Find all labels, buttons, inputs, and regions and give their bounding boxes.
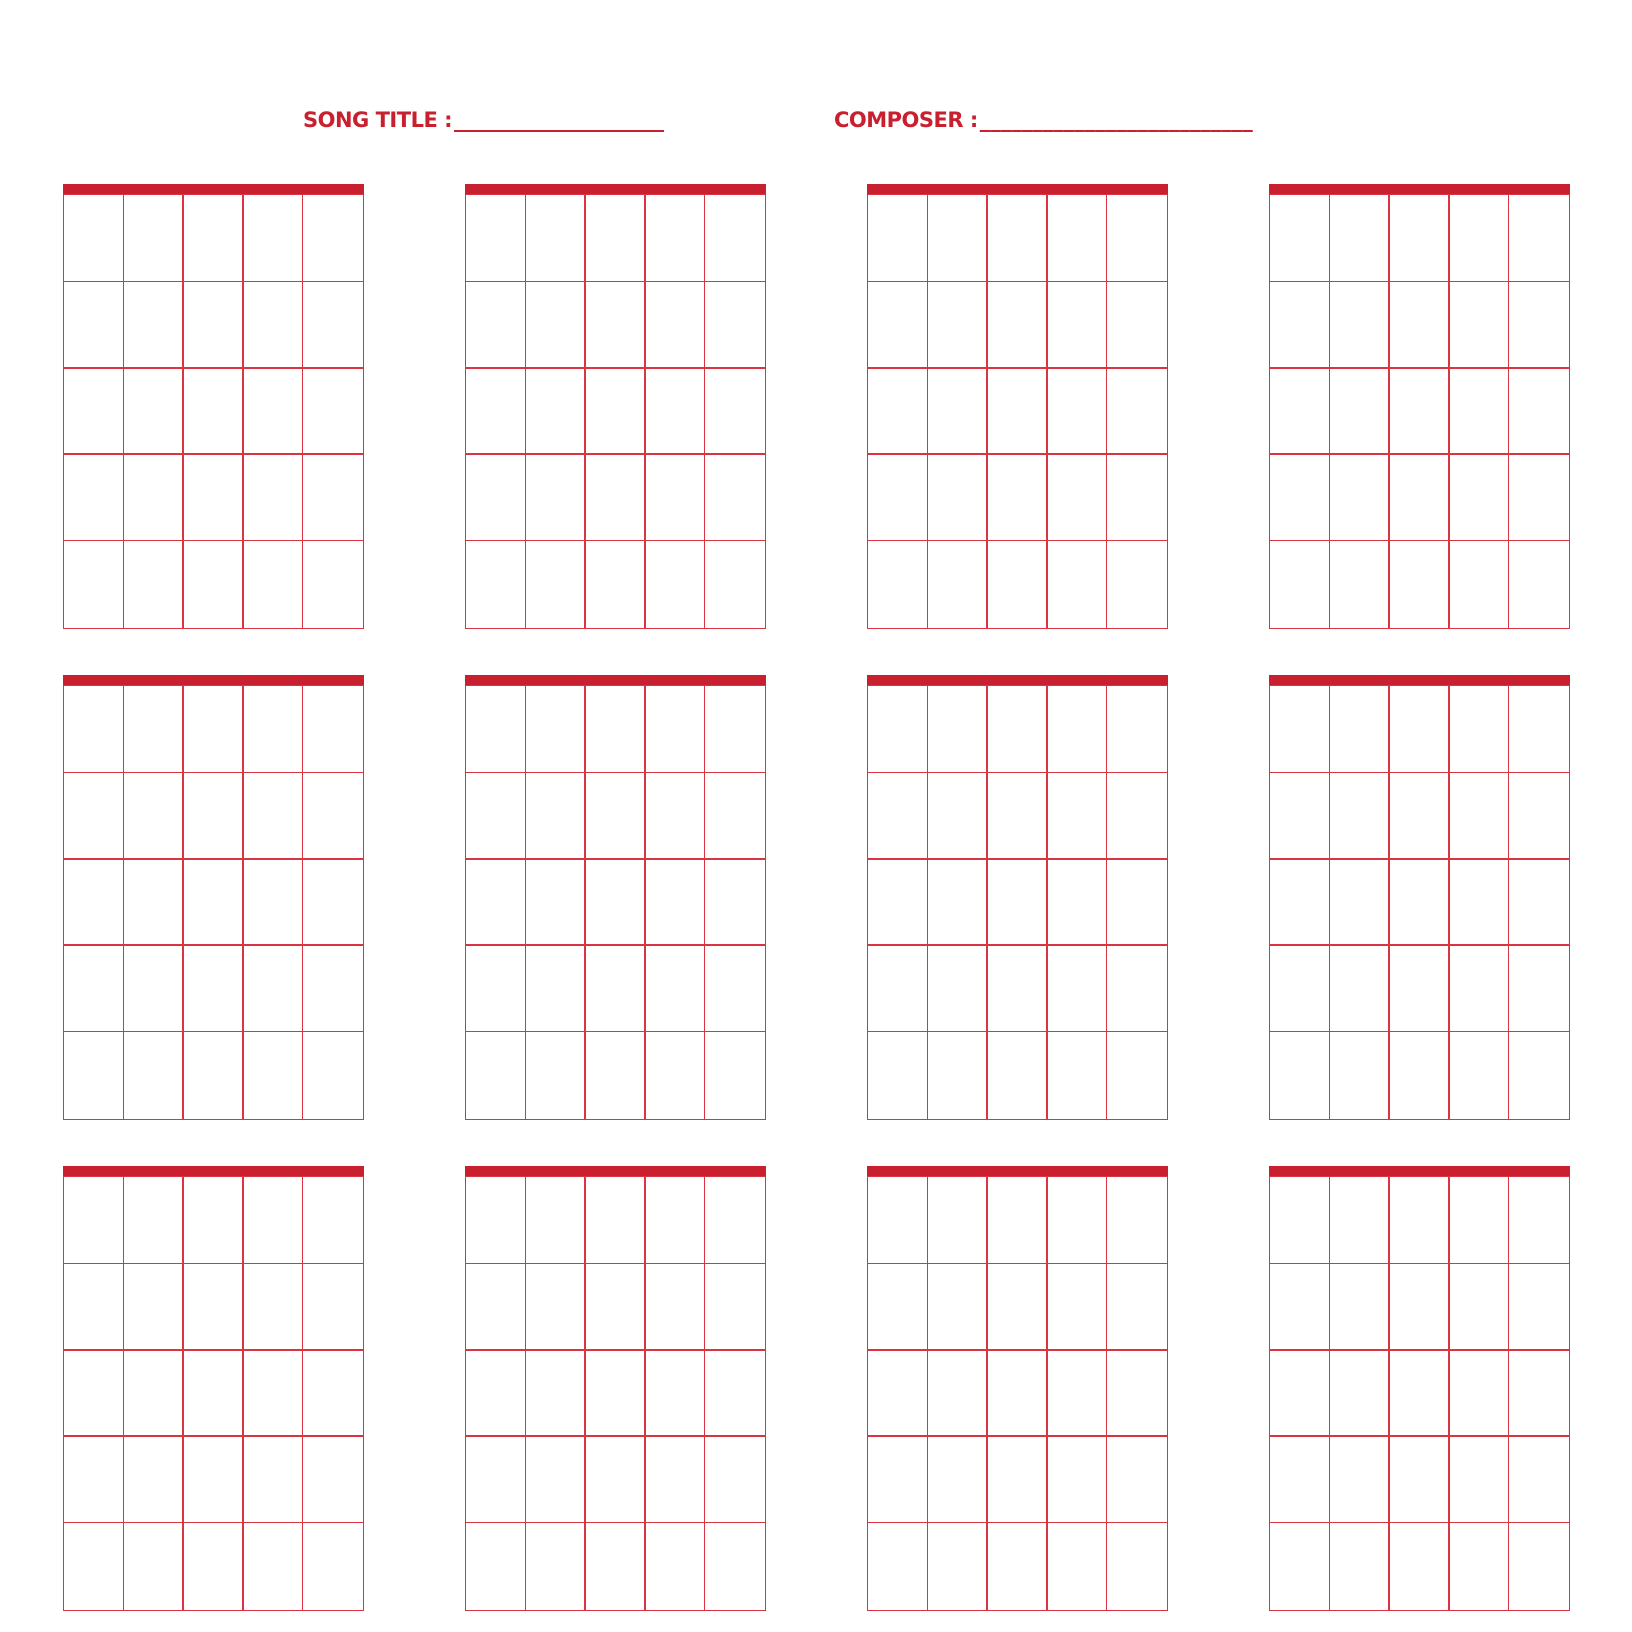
chord-diagram-nut (63, 1166, 364, 1176)
chord-diagram-string-line (644, 686, 646, 1119)
chord-diagram-string-line (302, 686, 304, 1119)
chord-diagram-fretboard (63, 685, 364, 1120)
chord-diagram-string-line (302, 1177, 304, 1610)
chord-diagram-fretboard (867, 685, 1168, 1120)
chord-diagram-string-line (1448, 686, 1450, 1119)
chord-diagram-string-line (644, 1177, 646, 1610)
chord-diagram-string-line (123, 1177, 125, 1610)
chord-diagram-fret-line (868, 367, 1167, 369)
chord-diagram-fretboard (1269, 685, 1570, 1120)
chord-diagram-nut (465, 675, 766, 685)
chord-diagram-fretboard (867, 194, 1168, 629)
chord-diagram-string-line (1329, 686, 1331, 1119)
chord-diagram-fret-line (1270, 281, 1569, 283)
chord-diagram[interactable] (867, 184, 1168, 629)
chord-diagram-string-line (584, 195, 586, 628)
chord-diagram-fret-line (868, 453, 1167, 455)
chord-diagram-fret-line (1270, 367, 1569, 369)
chord-diagram-string-line (1046, 686, 1048, 1119)
chord-diagram-fret-line (466, 944, 765, 946)
chord-diagram-fret-line (466, 540, 765, 542)
composer-blank-line[interactable]: __________________________ (979, 108, 1253, 132)
chord-diagram-fret-line (1270, 1522, 1569, 1524)
chord-diagram[interactable] (1269, 1166, 1570, 1611)
chord-diagram-fret-line (64, 367, 363, 369)
chord-diagram-fret-line (868, 1435, 1167, 1437)
chord-diagram-fret-line (868, 772, 1167, 774)
chord-diagram-fret-line (64, 1263, 363, 1265)
chord-diagram-string-line (1329, 1177, 1331, 1610)
chord-diagram-string-line (1508, 686, 1510, 1119)
composer-field[interactable] (834, 108, 1253, 132)
chord-diagram-string-line (525, 686, 527, 1119)
chord-diagram-string-line (584, 686, 586, 1119)
chord-diagram-fret-line (868, 1349, 1167, 1351)
chord-diagram-string-line (1046, 1177, 1048, 1610)
chord-diagram-string-line (182, 686, 184, 1119)
chord-diagram-fret-line (466, 367, 765, 369)
chord-diagram-nut (867, 675, 1168, 685)
chord-diagram-fret-line (64, 453, 363, 455)
chord-diagram-string-line (182, 195, 184, 628)
chord-diagram-fret-line (466, 1031, 765, 1033)
chord-diagram-string-line (1106, 686, 1108, 1119)
chord-diagram-nut (465, 1166, 766, 1176)
chord-diagram-string-line (927, 195, 929, 628)
chord-diagram-fret-line (1270, 540, 1569, 542)
chord-diagram-string-line (1448, 195, 1450, 628)
chord-diagram[interactable] (63, 184, 364, 629)
chord-diagram-string-line (927, 1177, 929, 1610)
chord-diagram-nut (1269, 675, 1570, 685)
chord-diagram-fretboard (63, 194, 364, 629)
chord-diagram-fret-line (1270, 1435, 1569, 1437)
chord-diagram[interactable] (465, 675, 766, 1120)
chord-diagram[interactable] (465, 1166, 766, 1611)
chord-diagram-string-line (302, 195, 304, 628)
chord-diagram-string-line (525, 1177, 527, 1610)
chord-diagram-string-line (704, 686, 706, 1119)
song-title-label: SONG TITLE : (303, 108, 452, 132)
chord-diagram-fret-line (1270, 772, 1569, 774)
chord-diagram-fret-line (1270, 1031, 1569, 1033)
chord-diagram-fret-line (466, 1349, 765, 1351)
chord-diagram-string-line (1046, 195, 1048, 628)
chord-diagram-fret-line (466, 453, 765, 455)
chord-diagram-fretboard (465, 194, 766, 629)
chord-diagram-string-line (242, 686, 244, 1119)
chord-diagram-fret-line (466, 772, 765, 774)
chord-diagram-fretboard (867, 1176, 1168, 1611)
chord-diagram-fret-line (1270, 858, 1569, 860)
chord-diagram-fret-line (868, 540, 1167, 542)
chord-diagram-string-line (182, 1177, 184, 1610)
chord-diagram-string-line (1388, 195, 1390, 628)
chord-diagram-string-line (1508, 195, 1510, 628)
chord-diagram-fret-line (466, 1435, 765, 1437)
chord-diagram-fret-line (64, 540, 363, 542)
chord-diagram-string-line (704, 1177, 706, 1610)
chord-diagram-string-line (1508, 1177, 1510, 1610)
chord-diagram-fret-line (868, 1522, 1167, 1524)
chord-diagram-fretboard (63, 1176, 364, 1611)
chord-diagram-fretboard (465, 1176, 766, 1611)
chord-diagram-string-line (927, 686, 929, 1119)
chord-diagram-fret-line (64, 1349, 363, 1351)
chord-diagram-string-line (986, 686, 988, 1119)
chord-diagram-fret-line (1270, 944, 1569, 946)
chord-diagram-string-line (242, 195, 244, 628)
chord-diagram-fret-line (868, 1263, 1167, 1265)
chord-diagram-fretboard (465, 685, 766, 1120)
chord-diagram-string-line (644, 195, 646, 628)
chord-diagram[interactable] (867, 1166, 1168, 1611)
chord-diagram-nut (465, 184, 766, 194)
chord-diagram-string-line (1106, 195, 1108, 628)
chord-diagram-string-line (525, 195, 527, 628)
chord-diagram-nut (63, 184, 364, 194)
chord-diagram-fret-line (466, 1522, 765, 1524)
page-header (0, 108, 1632, 148)
chord-diagram[interactable] (1269, 184, 1570, 629)
chord-diagram-string-line (123, 686, 125, 1119)
chord-diagram-fret-line (868, 944, 1167, 946)
chord-diagram-string-line (986, 1177, 988, 1610)
chord-diagram-fret-line (1270, 1349, 1569, 1351)
chord-diagram-fret-line (466, 858, 765, 860)
chord-diagram-fret-line (64, 1522, 363, 1524)
chord-diagram-nut (867, 184, 1168, 194)
chord-diagram-string-line (704, 195, 706, 628)
chord-diagram-nut (1269, 184, 1570, 194)
chord-diagram-fretboard (1269, 194, 1570, 629)
chord-diagram[interactable] (1269, 675, 1570, 1120)
chord-diagram-string-line (123, 195, 125, 628)
chord-diagram-string-line (584, 1177, 586, 1610)
chord-diagram-nut (1269, 1166, 1570, 1176)
chord-diagram-fret-line (64, 281, 363, 283)
chord-diagram-fret-line (64, 944, 363, 946)
chord-diagram-string-line (986, 195, 988, 628)
chord-diagram-string-line (1448, 1177, 1450, 1610)
chord-diagram-nut (867, 1166, 1168, 1176)
chord-diagram-string-line (1388, 1177, 1390, 1610)
chord-diagram[interactable] (63, 1166, 364, 1611)
chord-diagram-fret-line (466, 281, 765, 283)
chord-diagram-fret-line (64, 1435, 363, 1437)
chord-diagram-fret-line (64, 772, 363, 774)
chord-diagram-fret-line (868, 858, 1167, 860)
chord-diagram-fret-line (466, 1263, 765, 1265)
chord-diagram-string-line (1329, 195, 1331, 628)
chord-diagram-nut (63, 675, 364, 685)
chord-diagram-string-line (242, 1177, 244, 1610)
song-title-blank-line[interactable]: ____________________ (454, 108, 664, 132)
composer-label: COMPOSER : (834, 108, 978, 132)
chord-diagram-fret-line (868, 281, 1167, 283)
chord-diagram[interactable] (63, 675, 364, 1120)
chord-diagram-fret-line (64, 858, 363, 860)
song-title-field[interactable] (303, 108, 664, 132)
chord-diagram-fret-line (1270, 453, 1569, 455)
chord-diagram-fret-line (868, 1031, 1167, 1033)
chord-diagram-fretboard (1269, 1176, 1570, 1611)
chord-diagram-fret-line (1270, 1263, 1569, 1265)
chord-diagram-fret-line (64, 1031, 363, 1033)
chord-diagram[interactable] (867, 675, 1168, 1120)
chord-diagram-string-line (1106, 1177, 1108, 1610)
chord-diagram[interactable] (465, 184, 766, 629)
chord-diagram-string-line (1388, 686, 1390, 1119)
